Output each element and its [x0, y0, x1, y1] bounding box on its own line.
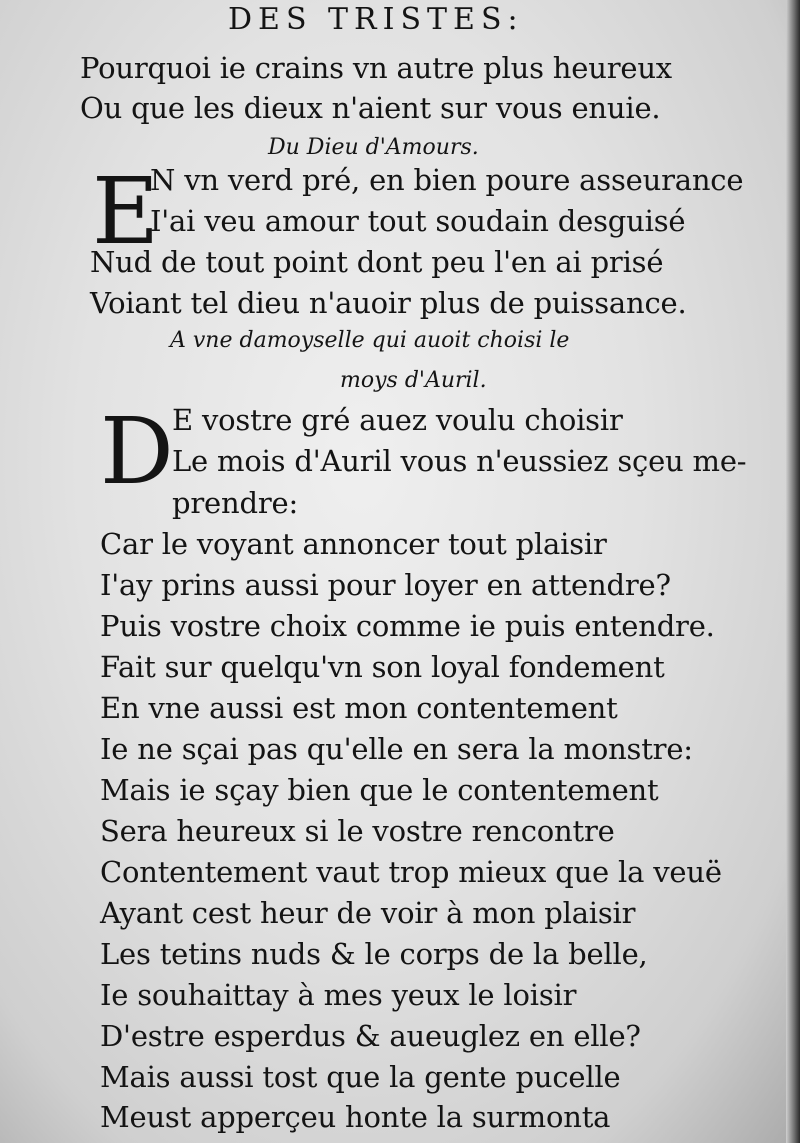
page-edge-shadow [786, 0, 800, 1143]
poem1-line-2: I'ai veu amour tout soudain desguisé [150, 204, 686, 238]
poem2-drop-cap: D [100, 398, 174, 505]
poem1-drop-cap: E [92, 158, 160, 265]
poem1-title: Du Dieu d'Amours. [268, 135, 479, 160]
poem2-line-11: Sera heureux si le vostre rencontre [100, 814, 615, 848]
poem2-line-7: Fait sur quelqu'vn son loyal fondement [100, 650, 665, 684]
poem2-line-16: D'estre esperdus & aueuglez en elle? [100, 1019, 641, 1053]
opening-line-2: Ou que les dieux n'aient sur vous enuie. [80, 91, 661, 125]
poem2-line-8: En vne aussi est mon contentement [100, 691, 618, 725]
poem2-line-13: Ayant cest heur de voir à mon plaisir [100, 896, 636, 930]
poem2-line-14: Les tetins nuds & le corps de la belle, [100, 937, 648, 971]
running-header: DES TRISTES: [228, 2, 524, 37]
poem2-line-3: prendre: [172, 486, 299, 520]
poem2-line-9: Ie ne sçai pas qu'elle en sera la monstre: [100, 732, 693, 766]
poem2-line-18: Meust apperçeu honte la surmonta [100, 1100, 611, 1134]
poem2-line-2: Le mois d'Auril vous n'eussiez sçeu me- [172, 444, 747, 478]
poem1-line-1: N vn verd pré, en bien poure asseurance [150, 163, 744, 197]
opening-line-1: Pourquoi ie crains vn autre plus heureux [80, 51, 672, 85]
poem1-line-3: Nud de tout point dont peu l'en ai prisé [90, 245, 664, 279]
poem2-line-10: Mais ie sçay bien que le contentement [100, 773, 659, 807]
poem2-line-6: Puis vostre choix comme ie puis entendre. [100, 609, 715, 643]
poem2-line-15: Ie souhaittay à mes yeux le loisir [100, 978, 577, 1012]
poem2-line-12: Contentement vaut trop mieux que la veuë [100, 855, 722, 889]
poem2-line-17: Mais aussi tost que la gente pucelle [100, 1060, 621, 1094]
poem2-line-4: Car le voyant annoncer tout plaisir [100, 527, 607, 561]
poem2-line-5: I'ay prins aussi pour loyer en attendre? [100, 568, 671, 602]
poem2-title-line-1: A vne damoyselle qui auoit choisi le [170, 328, 570, 353]
poem1-line-4: Voiant tel dieu n'auoir plus de puissance. [90, 286, 687, 320]
poem2-line-1: E vostre gré auez voulu choisir [172, 403, 623, 437]
poem2-title-line-2: moys d'Auril. [340, 368, 487, 393]
